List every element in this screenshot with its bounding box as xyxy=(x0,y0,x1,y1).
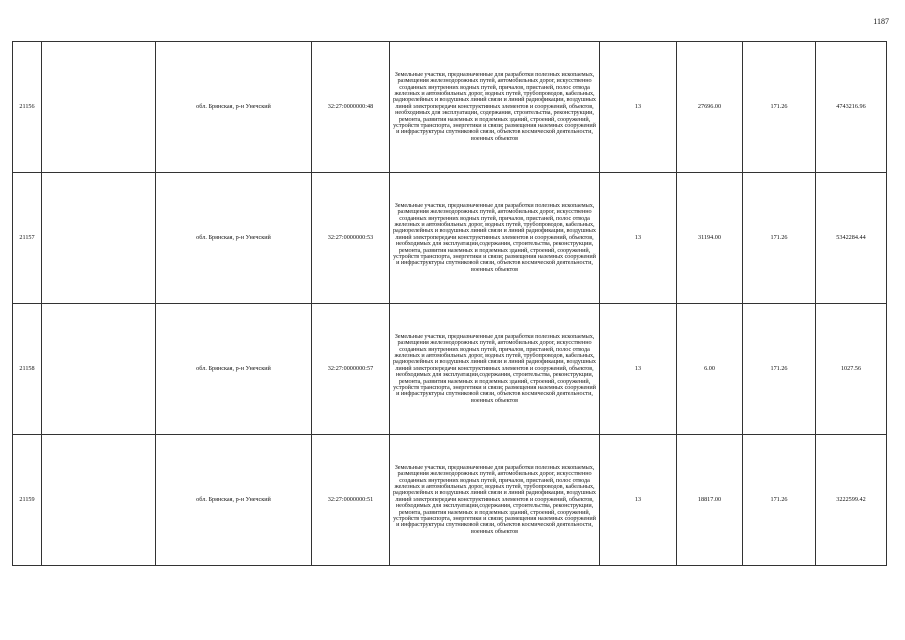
cadastral-value-cell: 1027.56 xyxy=(816,304,887,435)
empty-cell xyxy=(42,435,156,566)
cadastral-value-cell: 5342284.44 xyxy=(816,173,887,304)
cadastral-value-cell: 3222599.42 xyxy=(816,435,887,566)
category-code-cell: 13 xyxy=(600,435,677,566)
table-row xyxy=(13,304,887,435)
area-cell: 18817.00 xyxy=(677,435,743,566)
cadastral-number-cell: 32:27:0000000:57 xyxy=(312,304,390,435)
land-use-description-cell: Земельные участки, предназначенные для разработки полезных ископаемых, размещения железнодорожных путей, автомобильных дорог, искусственно созданных внутренних водных путей, причалов, пристаней, полос отвода железных и автомобильных дорог, водных путей, трубопроводов, кабельных, радиорелейных и воздушных линий связи и линий радиофикации, воздушных линий электропередачи конструктивных элементов и сооружений, объектов, необходимых для эксплуатации,содержания, строительства, реконструкции, ремонта, развития наземных и подземных зданий, строений, сооружений, устройств транспорта, энергетики и связи; размещения наземных сооружений и инфраструктуры спутниковой связи, объектов космической деятельности, военных объектов xyxy=(390,173,600,304)
row-number: 21156 xyxy=(13,42,42,173)
address-cell: обл. Брянская, р-н Унечский xyxy=(156,435,312,566)
area-cell: 6.00 xyxy=(677,304,743,435)
empty-cell xyxy=(42,304,156,435)
row-number: 21157 xyxy=(13,173,42,304)
row-number: 21159 xyxy=(13,435,42,566)
rate-cell: 171.26 xyxy=(743,173,816,304)
table-row xyxy=(13,435,887,566)
land-use-description-cell: Земельные участки, предназначенные для разработки полезных ископаемых, размещения железнодорожных путей, автомобильных дорог, искусственно созданных внутренних водных путей, причалов, пристаней, полос отвода железных и автомобильных дорог, водных путей, трубопроводов, кабельных, радиорелейных и воздушных линий связи и линий радиофикации, воздушных линий электропередачи конструктивных элементов и сооружений, объектов, необходимых для эксплуатации, содержания, строительства, реконструкции, ремонта, развития наземных и подземных зданий, строений, сооружений, устройств транспорта, энергетики и связи; размещения наземных сооружений и инфраструктуры спутниковой связи, объектов космической деятельности, военных объектов xyxy=(390,42,600,173)
table-row xyxy=(13,42,887,173)
address-cell: обл. Брянская, р-н Унечский xyxy=(156,173,312,304)
page-number: 1187 xyxy=(873,17,889,26)
empty-cell xyxy=(42,42,156,173)
category-code-cell: 13 xyxy=(600,42,677,173)
address-cell: обл. Брянская, р-н Унечский xyxy=(156,42,312,173)
row-number: 21158 xyxy=(13,304,42,435)
cadastral-number-cell: 32:27:0000000:51 xyxy=(312,435,390,566)
empty-cell xyxy=(42,173,156,304)
cadastral-number-cell: 32:27:0000000:48 xyxy=(312,42,390,173)
rate-cell: 171.26 xyxy=(743,42,816,173)
land-registry-table xyxy=(12,41,887,566)
cadastral-value-cell: 4743216.96 xyxy=(816,42,887,173)
table-row xyxy=(13,173,887,304)
address-cell: обл. Брянская, р-н Унечский xyxy=(156,304,312,435)
category-code-cell: 13 xyxy=(600,173,677,304)
category-code-cell: 13 xyxy=(600,304,677,435)
cadastral-number-cell: 32:27:0000000:53 xyxy=(312,173,390,304)
rate-cell: 171.26 xyxy=(743,435,816,566)
rate-cell: 171.26 xyxy=(743,304,816,435)
area-cell: 31194.00 xyxy=(677,173,743,304)
area-cell: 27696.00 xyxy=(677,42,743,173)
land-use-description-cell: Земельные участки, предназначенные для разработки полезных ископаемых, размещения железнодорожных путей, автомобильных дорог, искусственно созданных внутренних водных путей, причалов, пристаней, полос отвода железных и автомобильных дорог, водных путей, трубопроводов, кабельных, радиорелейных и воздушных линий связи и линий радиофикации, воздушных линий электропередачи конструктивных элементов и сооружений, объектов, необходимых для эксплуатации,содержания, строительства, реконструкции, ремонта, развития наземных и подземных зданий, строений, сооружений, устройств транспорта, энергетики и связи; размещения наземных сооружений и инфраструктуры спутниковой связи, объектов космической деятельности, военных объектов xyxy=(390,435,600,566)
land-use-description-cell: Земельные участки, предназначенные для разработки полезных ископаемых, размещения железнодорожных путей, автомобильных дорог, искусственно созданных внутренних водных путей, причалов, пристаней, полос отвода железных и автомобильных дорог, водных путей, трубопроводов, кабельных, радиорелейных и воздушных линий связи и линий радиофикации, воздушных линий электропередачи конструктивных элементов и сооружений, объектов, необходимых для эксплуатации,содержания, строительства, реконструкции, ремонта, развития наземных и подземных зданий, строений, сооружений, устройств транспорта, энергетики и связи; размещения наземных сооружений и инфраструктуры спутниковой связи, объектов космической деятельности, военных объектов xyxy=(390,304,600,435)
